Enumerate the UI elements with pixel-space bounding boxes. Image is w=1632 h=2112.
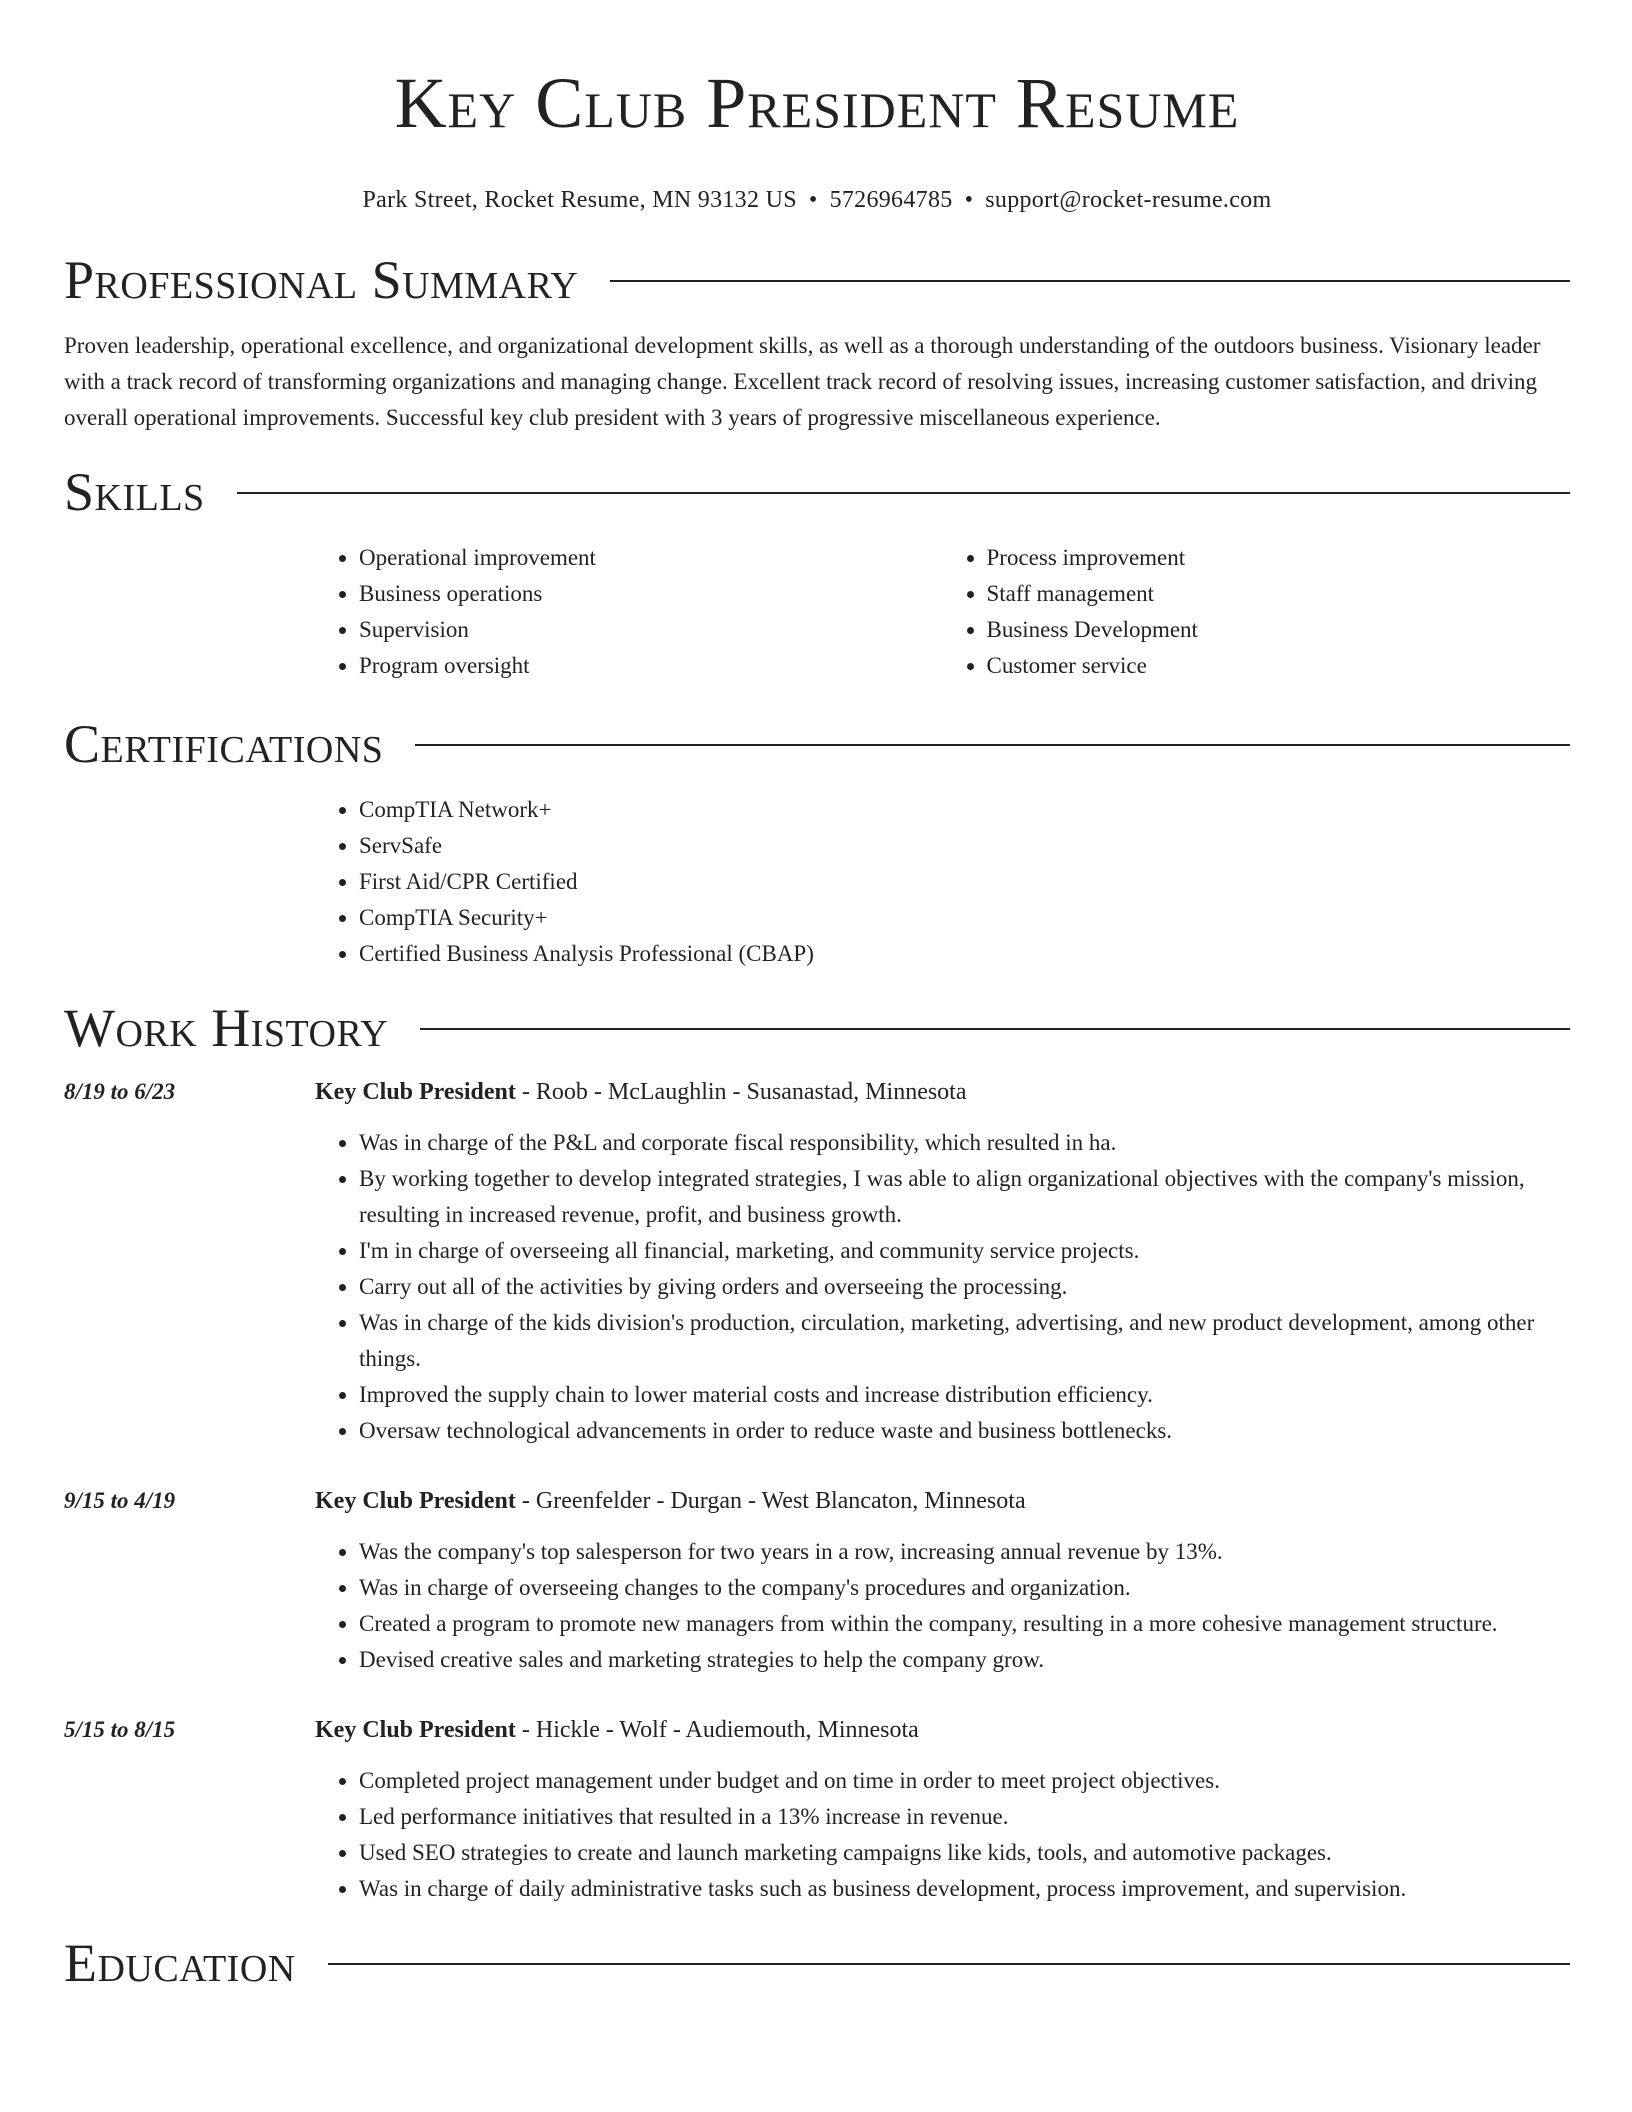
job-title-line (315, 1712, 919, 1748)
skill-item: • Supervision (359, 612, 943, 648)
certification-item: • CompTIA Network+ (359, 792, 1570, 828)
job-role: Key Club President (315, 1488, 516, 1514)
job-bullets (315, 1534, 1570, 1678)
job-role: Key Club President (315, 1717, 516, 1743)
section-divider (237, 492, 1570, 494)
certification-item: • ServSafe (359, 828, 1570, 864)
certification-item: • First Aid/CPR Certified (359, 864, 1570, 900)
job-bullet: • Was in charge of daily administrative tasks such as business development, process improvement, and supervision. (359, 1871, 1570, 1907)
skills-column-left (315, 540, 943, 684)
job-bullet: • Devised creative sales and marketing strategies to help the company grow. (359, 1642, 1570, 1678)
summary-section-header (64, 248, 1570, 312)
skills-section-header (64, 460, 1570, 524)
job-bullet: • Oversaw technological advancements in order to reduce waste and business bottlenecks. (359, 1413, 1570, 1449)
job-bullet: • Was in charge of overseeing changes to the company's procedures and organization. (359, 1570, 1570, 1606)
summary-text: Proven leadership, operational excellence, and organizational development skills, as well as a thorough understanding of the outdoors business. Visionary leader with a track record of transforming organizations and managing change. Excellent track record of resolving issues, increasing customer satisfaction, and driving overall operational improvements. Successful key club president with 3 years of progressive miscellaneous experience. (64, 333, 1541, 430)
skills-list (315, 540, 1570, 684)
skill-item: • Customer service (987, 648, 1571, 684)
job-employer: - Greenfelder - Durgan - West Blancaton, Minnesota (515, 1488, 1026, 1514)
job-bullet: • I'm in charge of overseeing all financial, marketing, and community service projects. (359, 1233, 1570, 1269)
work-section-header (64, 996, 1570, 1060)
job-bullets (315, 1763, 1570, 1907)
section-divider (610, 280, 1570, 282)
job-bullet: • Improved the supply chain to lower material costs and increase distribution efficiency. (359, 1377, 1570, 1413)
section-divider (415, 744, 1570, 746)
job-role: Key Club President (315, 1079, 516, 1105)
resume-title: Key Club President Resume (394, 63, 1240, 143)
job-bullet: • Led performance initiatives that resulted in a 13% increase in revenue. (359, 1799, 1570, 1835)
job-dates: 9/15 to 4/19 (64, 1488, 176, 1513)
certification-item: • CompTIA Security+ (359, 900, 1570, 936)
contact-separator: • (808, 187, 818, 213)
skills-heading: Skills (64, 462, 205, 522)
job-bullet: • Used SEO strategies to create and launch marketing campaigns like kids, tools, and automotive packages. (359, 1835, 1570, 1871)
section-divider (420, 1028, 1570, 1030)
job-bullet: • Completed project management under budget and on time in order to meet project objectives. (359, 1763, 1570, 1799)
job-employer: - Roob - McLaughlin - Susanastad, Minnesota (515, 1079, 967, 1105)
contact-address: Park Street, Rocket Resume, MN 93132 US (362, 187, 797, 213)
certifications-heading: Certifications (64, 714, 384, 774)
skill-item: • Business Development (987, 612, 1571, 648)
job-entry (64, 1074, 1570, 1449)
skill-item: • Business operations (359, 576, 943, 612)
skill-item: • Process improvement (987, 540, 1571, 576)
job-bullets (315, 1125, 1570, 1449)
section-divider (328, 1963, 1570, 1965)
contact-email: support@rocket-resume.com (985, 187, 1272, 213)
skill-item: • Operational improvement (359, 540, 943, 576)
job-title-line (315, 1074, 967, 1110)
job-header (64, 1712, 1570, 1748)
job-bullet: • Was the company's top salesperson for two years in a row, increasing annual revenue by 13%. (359, 1534, 1570, 1570)
certifications-list (315, 792, 1570, 972)
job-title-line (315, 1483, 1026, 1519)
certifications-section-header (64, 712, 1570, 776)
job-bullet: • By working together to develop integrated strategies, I was able to align organizational objectives with the company's mission, resulting in increased revenue, profit, and business growth. (359, 1161, 1570, 1233)
job-dates: 8/19 to 6/23 (64, 1079, 176, 1104)
job-entry (64, 1712, 1570, 1907)
education-heading: Education (64, 1933, 296, 1993)
skill-item: • Staff management (987, 576, 1571, 612)
contact-line (64, 184, 1570, 216)
skill-item: • Program oversight (359, 648, 943, 684)
job-header (64, 1483, 1570, 1519)
education-section-header (64, 1931, 1570, 1995)
job-bullet: • Was in charge of the kids division's production, circulation, marketing, advertising, and new product development, among other things. (359, 1305, 1570, 1377)
skills-column-right (943, 540, 1571, 684)
contact-separator: • (964, 187, 974, 213)
resume-page (64, 0, 1570, 1995)
job-bullet: • Created a program to promote new managers from within the company, resulting in a more cohesive management structure. (359, 1606, 1570, 1642)
contact-phone: 5726964785 (829, 187, 953, 213)
job-employer: - Hickle - Wolf - Audiemouth, Minnesota (515, 1717, 919, 1743)
summary-heading: Professional Summary (64, 250, 579, 310)
work-heading: Work History (64, 998, 389, 1058)
job-bullet: • Was in charge of the P&L and corporate fiscal responsibility, which resulted in ha. (359, 1125, 1570, 1161)
job-header (64, 1074, 1570, 1110)
job-dates: 5/15 to 8/15 (64, 1717, 176, 1742)
job-entry (64, 1483, 1570, 1678)
certification-item: • Certified Business Analysis Professional (CBAP) (359, 936, 1570, 972)
job-bullet: • Carry out all of the activities by giving orders and overseeing the processing. (359, 1269, 1570, 1305)
